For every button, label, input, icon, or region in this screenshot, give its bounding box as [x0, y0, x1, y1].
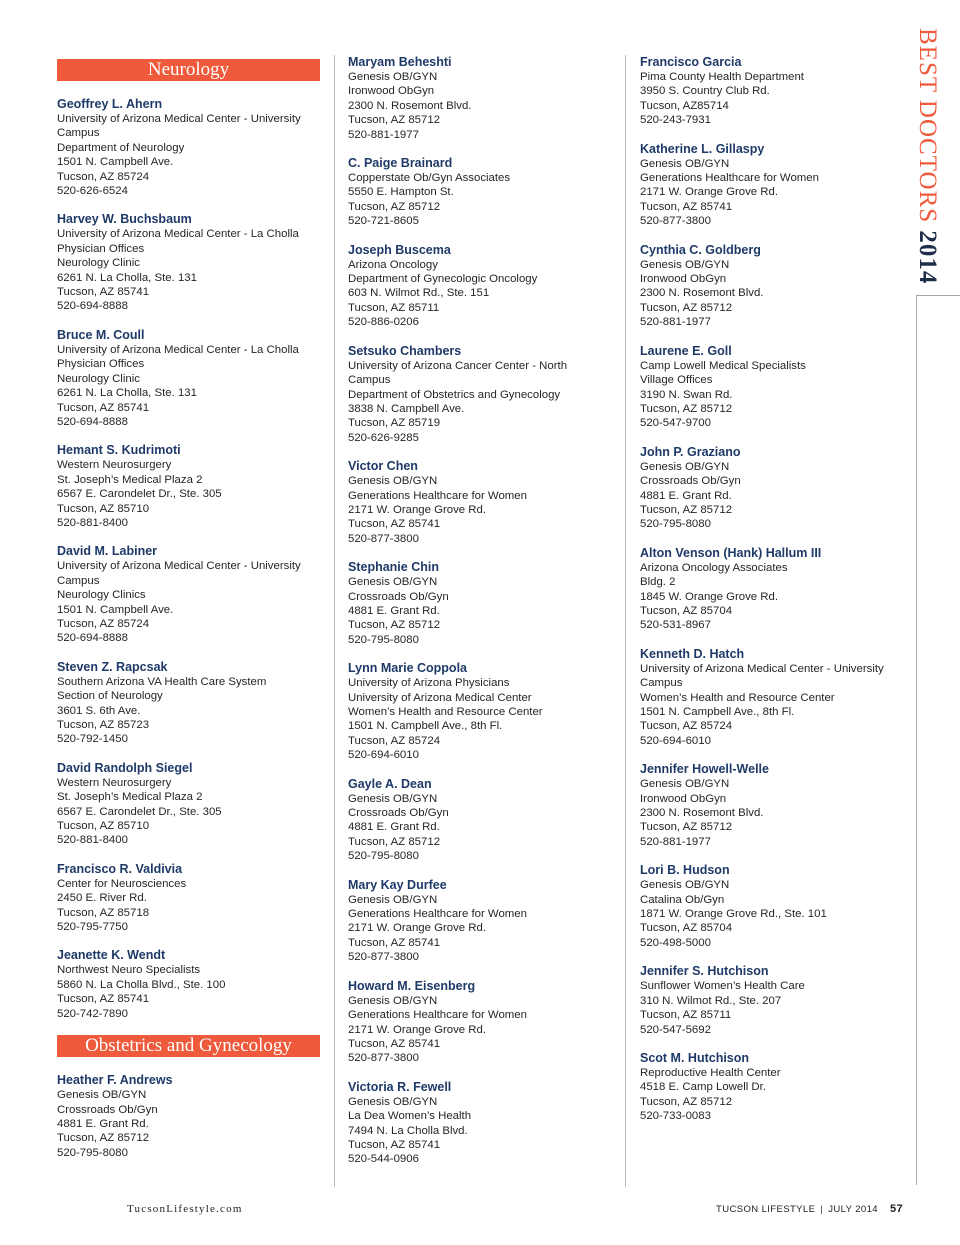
doctor-address-line: Tucson, AZ 85712	[640, 301, 733, 314]
doctor-name: Alton Venson (Hank) Hallum III	[640, 545, 822, 560]
doctor-name: Kenneth D. Hatch	[640, 646, 745, 661]
doctor-address-line: Neurology Clinics	[57, 589, 146, 602]
doctor-address-line: Genesis OB/GYN	[348, 994, 438, 1007]
doctor-entry	[348, 344, 610, 445]
doctor-address-line: Tucson, AZ 85712	[348, 835, 441, 848]
doctor-address-line: Genesis OB/GYN	[348, 792, 438, 805]
doctor-address-line: Tucson, AZ 85711	[640, 1009, 732, 1022]
doctor-address-line: Tucson, AZ85714	[640, 99, 729, 112]
doctor-address-line: Neurology Clinic	[57, 372, 140, 385]
doctor-name: Bruce M. Coull	[57, 327, 145, 342]
doctor-address-line: 6261 N. La Cholla, Ste. 131	[57, 387, 197, 400]
doctor-address-line: 4881 E. Grant Rd.	[348, 821, 440, 834]
doctor-address-line: 1501 N. Campbell Ave.	[57, 603, 174, 616]
doctor-entry	[348, 560, 610, 647]
doctor-name: Maryam Beheshti	[348, 55, 452, 69]
doctor-address-line: 2171 W. Orange Grove Rd.	[348, 503, 487, 516]
doctor-address-line: Genesis OB/GYN	[348, 71, 438, 83]
directory-column-3	[640, 55, 902, 1138]
doctor-address-line: Section of Neurology	[57, 690, 163, 703]
doctor-address-line: Physician Offices	[57, 242, 145, 255]
doctor-address-line: 1501 N. Campbell Ave., 8th Fl.	[640, 706, 795, 718]
doctor-phone: 520-877-3800	[348, 532, 419, 545]
doctor-phone: 520-544-0906	[348, 1153, 419, 1166]
doctor-name: Victoria R. Fewell	[348, 1079, 452, 1094]
doctor-address-line: Tucson, AZ 85724	[57, 617, 150, 630]
doctor-address-line: Copperstate Ob/Gyn Associates	[348, 172, 511, 185]
doctor-entry	[348, 979, 610, 1066]
doctor-address-line: 2171 W. Orange Grove Rd.	[640, 186, 779, 199]
doctor-entry	[348, 661, 610, 762]
footer-separator: |	[820, 1204, 824, 1215]
doctor-address-line: Campus	[348, 374, 391, 387]
doctor-name: Heather F. Andrews	[57, 1073, 173, 1088]
doctor-address-line: Northwest Neuro Specialists	[57, 964, 201, 977]
doctor-address-line: Tucson, AZ 85724	[348, 734, 441, 747]
doctor-phone: 520-881-8400	[57, 516, 128, 529]
section-heading-obstetrics-and-gynecology: Obstetrics and Gynecology	[57, 1035, 320, 1057]
doctor-address-line: University of Arizona Medical Center - La Cholla	[57, 228, 299, 241]
doctor-address-line: Southern Arizona VA Health Care System	[57, 675, 267, 688]
doctor-name: Steven Z. Rapcsak	[57, 659, 168, 674]
doctor-phone: 520-733-0083	[640, 1110, 711, 1123]
doctor-address-line: University of Arizona Physicians	[348, 677, 510, 690]
doctor-phone: 520-694-8888	[57, 415, 128, 428]
doctor-name: Victor Chen	[348, 459, 418, 474]
doctor-entry	[348, 1080, 610, 1167]
doctor-address-line: 603 N. Wilmot Rd., Ste. 151	[348, 287, 490, 300]
doctor-phone: 520-886-0206	[348, 316, 419, 329]
doctor-address-line: 4881 E. Grant Rd.	[640, 489, 732, 502]
column-divider	[625, 55, 626, 1187]
doctor-address-line: Campus	[57, 127, 100, 140]
doctor-entry	[348, 243, 610, 330]
doctor-address-line: Tucson, AZ 85724	[57, 170, 150, 183]
footer-website: TucsonLifestyle.com	[127, 1203, 243, 1215]
doctor-entry	[57, 328, 322, 429]
doctor-name: Mary Kay Durfee	[348, 877, 447, 892]
doctor-phone: 520-881-1977	[348, 128, 419, 141]
doctor-address-line: University of Arizona Medical Center	[348, 691, 532, 704]
doctor-name: Jennifer S. Hutchison	[640, 964, 769, 979]
doctor-address-line: 2300 N. Rosemont Blvd.	[640, 807, 764, 820]
doctor-entry	[640, 1051, 902, 1124]
doctor-address-line: Catalina Ob/Gyn	[640, 893, 725, 906]
doctor-address-line: Genesis OB/GYN	[640, 879, 730, 892]
doctor-name: Lynn Marie Coppola	[348, 661, 467, 676]
doctor-address-line: Genesis OB/GYN	[640, 258, 730, 271]
doctor-address-line: La Dea Women’s Health	[348, 1110, 472, 1123]
doctor-phone: 520-877-3800	[348, 1052, 419, 1065]
doctor-address-line: Tucson, AZ 85724	[640, 720, 733, 733]
doctor-name: Howard M. Eisenberg	[348, 978, 476, 993]
doctor-phone: 520-531-8967	[640, 619, 711, 632]
doctor-name: Lori B. Hudson	[640, 863, 730, 878]
doctor-address-line: 1501 N. Campbell Ave., 8th Fl.	[348, 720, 503, 733]
doctor-address-line: Genesis OB/GYN	[348, 576, 438, 589]
doctor-entry	[348, 55, 610, 142]
side-title-text: BEST DOCTORS	[914, 28, 941, 224]
doctor-address-line: Genesis OB/GYN	[640, 778, 730, 791]
doctor-phone: 520-721-8605	[348, 215, 419, 228]
doctor-address-line: Neurology Clinic	[57, 257, 140, 270]
doctor-entry	[348, 777, 610, 864]
doctor-address-line: Tucson, AZ 85704	[640, 604, 733, 617]
doctor-address-line: 6567 E. Carondelet Dr., Ste. 305	[57, 488, 222, 501]
doctor-address-line: 7494 N. La Cholla Blvd.	[348, 1124, 468, 1137]
doctor-address-line: University of Arizona Medical Center - University	[57, 113, 301, 125]
doctor-address-line: Tucson, AZ 85718	[57, 906, 150, 919]
doctor-phone: 520-547-9700	[640, 417, 711, 430]
doctor-address-line: Camp Lowell Medical Specialists	[640, 359, 806, 372]
doctor-entry	[348, 459, 610, 546]
doctor-entry	[57, 862, 322, 935]
doctor-address-line: Tucson, AZ 85711	[348, 301, 440, 314]
doctor-phone: 520-694-8888	[57, 632, 128, 645]
doctor-name: C. Paige Brainard	[348, 156, 453, 171]
doctor-entry	[57, 1073, 322, 1160]
doctor-address-line: Generations Healthcare for Women	[348, 908, 527, 921]
section-heading-neurology: Neurology	[57, 59, 320, 81]
directory-column-2	[348, 55, 610, 1181]
doctor-name: Hemant S. Kudrimoti	[57, 443, 181, 458]
doctor-entry	[57, 660, 322, 747]
doctor-name: Jeanette K. Wendt	[57, 948, 166, 963]
doctor-address-line: St. Joseph’s Medical Plaza 2	[57, 791, 203, 804]
doctor-entry	[57, 97, 322, 198]
doctor-address-line: University of Arizona Cancer Center - North	[348, 359, 568, 372]
doctor-name: Francisco R. Valdivia	[57, 861, 183, 876]
doctor-phone: 520-795-8080	[57, 1146, 128, 1159]
doctor-name: David Randolph Siegel	[57, 760, 193, 775]
doctor-address-line: Center for Neurosciences	[57, 877, 187, 890]
doctor-address-line: Western Neurosurgery	[57, 459, 172, 472]
doctor-phone: 520-626-6524	[57, 185, 128, 198]
doctor-address-line: Genesis OB/GYN	[348, 475, 438, 488]
doctor-address-line: Tucson, AZ 85741	[348, 518, 441, 531]
doctor-entry	[348, 878, 610, 965]
doctor-address-line: Genesis OB/GYN	[348, 1095, 438, 1108]
doctor-address-line: Village Offices	[640, 374, 713, 387]
doctor-address-line: St. Joseph’s Medical Plaza 2	[57, 473, 203, 486]
doctor-address-line: Crossroads Ob/Gyn	[640, 475, 741, 488]
doctor-name: Scot M. Hutchison	[640, 1050, 750, 1065]
doctor-name: Harvey W. Buchsbaum	[57, 212, 192, 227]
doctor-address-line: Campus	[57, 574, 100, 587]
doctor-address-line: Department of Obstetrics and Gynecology	[348, 388, 561, 401]
doctor-address-line: Tucson, AZ 85710	[57, 820, 150, 833]
doctor-entry	[640, 445, 902, 532]
doctor-address-line: Crossroads Ob/Gyn	[57, 1103, 158, 1116]
doctor-name: David M. Labiner	[57, 544, 158, 559]
doctor-address-line: Tucson, AZ 85712	[640, 503, 733, 516]
doctor-address-line: Sunflower Women’s Health Care	[640, 980, 805, 993]
doctor-address-line: Department of Neurology	[57, 141, 185, 154]
doctor-address-line: 4881 E. Grant Rd.	[57, 1117, 149, 1130]
doctor-entry	[640, 142, 902, 229]
doctor-name: Gayle A. Dean	[348, 776, 432, 791]
doctor-phone: 520-547-5692	[640, 1023, 711, 1036]
doctor-address-line: Arizona Oncology Associates	[640, 561, 788, 574]
doctor-phone: 520-877-3800	[348, 951, 419, 964]
doctor-address-line: University of Arizona Medical Center - La Cholla	[57, 343, 299, 356]
doctor-address-line: Tucson, AZ 85712	[640, 1095, 733, 1108]
doctor-address-line: Genesis OB/GYN	[348, 893, 438, 906]
doctor-address-line: 4881 E. Grant Rd.	[348, 604, 440, 617]
doctor-address-line: Crossroads Ob/Gyn	[348, 590, 449, 603]
doctor-address-line: Reproductive Health Center	[640, 1066, 781, 1079]
doctor-phone: 520-881-1977	[640, 835, 711, 848]
doctor-address-line: Pima County Health Department	[640, 71, 804, 83]
doctor-address-line: 2300 N. Rosemont Blvd.	[348, 99, 472, 112]
doctor-address-line: Department of Gynecologic Oncology	[348, 273, 538, 286]
doctor-address-line: Generations Healthcare for Women	[348, 1009, 527, 1022]
doctor-entry	[57, 544, 322, 645]
footer-folio	[716, 1203, 903, 1215]
doctor-entry	[57, 948, 322, 1021]
doctor-address-line: Tucson, AZ 85741	[348, 1037, 441, 1050]
doctor-address-line: 6567 E. Carondelet Dr., Ste. 305	[57, 805, 222, 818]
doctor-name: Laurene E. Goll	[640, 343, 732, 358]
doctor-entry	[640, 762, 902, 849]
doctor-address-line: Western Neurosurgery	[57, 776, 172, 789]
doctor-address-line: Genesis OB/GYN	[640, 460, 730, 473]
side-rule	[916, 295, 917, 1185]
doctor-address-line: Tucson, AZ 85741	[348, 1138, 441, 1151]
best-doctors-side-title	[913, 28, 941, 284]
doctor-name: Setsuko Chambers	[348, 343, 462, 358]
side-rule	[916, 295, 960, 296]
doctor-address-line: University of Arizona Medical Center - University	[640, 662, 884, 675]
doctor-address-line: Genesis OB/GYN	[640, 157, 730, 170]
doctor-phone: 520-243-7931	[640, 114, 711, 127]
doctor-address-line: Tucson, AZ 85741	[57, 286, 150, 299]
doctor-address-line: 5860 N. La Cholla Blvd., Ste. 100	[57, 978, 226, 991]
doctor-phone: 520-792-1450	[57, 733, 128, 746]
page-number: 57	[889, 1203, 903, 1215]
doctor-address-line: Tucson, AZ 85712	[348, 200, 441, 213]
doctor-phone: 520-626-9285	[348, 431, 419, 444]
doctor-phone: 520-795-8080	[348, 850, 419, 863]
doctor-address-line: 3601 S. 6th Ave.	[57, 704, 141, 717]
doctor-address-line: 6261 N. La Cholla, Ste. 131	[57, 271, 197, 284]
doctor-address-line: Tucson, AZ 85712	[348, 619, 441, 632]
doctor-address-line: Crossroads Ob/Gyn	[348, 807, 449, 820]
doctor-address-line: 310 N. Wilmot Rd., Ste. 207	[640, 994, 782, 1007]
doctor-phone: 520-694-6010	[348, 749, 419, 762]
doctor-address-line: 1871 W. Orange Grove Rd., Ste. 101	[640, 908, 827, 921]
doctor-name: Francisco Garcia	[640, 55, 742, 69]
column-divider	[334, 55, 335, 1187]
doctor-name: Jennifer Howell-Welle	[640, 762, 769, 777]
doctor-name: John P. Graziano	[640, 444, 741, 459]
doctor-address-line: Genesis OB/GYN	[57, 1089, 147, 1102]
doctor-address-line: 2450 E. River Rd.	[57, 892, 147, 905]
doctor-address-line: Physician Offices	[57, 358, 145, 371]
doctor-address-line: 2171 W. Orange Grove Rd.	[348, 922, 487, 935]
doctor-phone: 520-742-7890	[57, 1007, 128, 1020]
doctor-address-line: Tucson, AZ 85704	[640, 922, 733, 935]
doctor-phone: 520-877-3800	[640, 215, 711, 228]
doctor-address-line: 1501 N. Campbell Ave.	[57, 156, 174, 169]
doctor-address-line: Tucson, AZ 85741	[57, 401, 150, 414]
doctor-name: Geoffrey L. Ahern	[57, 97, 163, 111]
doctor-entry	[640, 647, 902, 748]
doctor-entry	[640, 55, 902, 128]
doctor-entry	[640, 344, 902, 431]
doctor-address-line: Tucson, AZ 85712	[640, 402, 733, 415]
doctor-address-line: Tucson, AZ 85723	[57, 719, 150, 731]
doctor-entry	[640, 964, 902, 1037]
doctor-name: Cynthia C. Goldberg	[640, 242, 761, 257]
doctor-phone: 520-694-8888	[57, 300, 128, 313]
doctor-address-line: Ironwood ObGyn	[348, 85, 435, 98]
doctor-address-line: Tucson, AZ 85741	[348, 936, 441, 949]
doctor-address-line: Tucson, AZ 85741	[57, 993, 150, 1006]
doctor-address-line: 2171 W. Orange Grove Rd.	[348, 1023, 487, 1036]
doctor-entry	[57, 212, 322, 313]
doctor-phone: 520-881-8400	[57, 834, 128, 847]
doctor-address-line: 3190 N. Swan Rd.	[640, 388, 733, 401]
doctor-entry	[57, 443, 322, 530]
doctor-address-line: Generations Healthcare for Women	[640, 172, 819, 185]
doctor-phone: 520-694-6010	[640, 734, 711, 747]
doctor-name: Katherine L. Gillaspy	[640, 141, 765, 156]
side-title-year: 2014	[914, 230, 941, 285]
doctor-address-line: Tucson, AZ 85710	[57, 502, 150, 515]
doctor-name: Joseph Buscema	[348, 242, 451, 257]
doctor-address-line: 3838 N. Campbell Ave.	[348, 402, 465, 415]
doctor-address-line: 5550 E. Hampton St.	[348, 186, 454, 199]
doctor-address-line: University of Arizona Medical Center - University	[57, 560, 301, 573]
doctor-address-line: Campus	[640, 677, 683, 690]
doctor-address-line: Women’s Health and Resource Center	[640, 691, 835, 704]
doctor-phone: 520-881-1977	[640, 316, 711, 329]
doctor-entry	[640, 863, 902, 950]
doctor-address-line: Bldg. 2	[640, 576, 676, 589]
directory-column-1	[57, 55, 322, 1174]
doctor-address-line: Ironwood ObGyn	[640, 792, 727, 805]
doctor-phone: 520-498-5000	[640, 936, 711, 949]
doctor-address-line: 1845 W. Orange Grove Rd.	[640, 590, 779, 603]
doctor-address-line: 2300 N. Rosemont Blvd.	[640, 287, 764, 300]
doctor-phone: 520-795-8080	[640, 518, 711, 531]
doctor-entry	[640, 546, 902, 633]
footer-magazine: TUCSON LIFESTYLE	[716, 1204, 816, 1215]
doctor-phone: 520-795-8080	[348, 633, 419, 646]
doctor-entry	[640, 243, 902, 330]
doctor-phone: 520-795-7750	[57, 921, 128, 934]
doctor-address-line: Tucson, AZ 85741	[640, 200, 733, 213]
doctor-name: Stephanie Chin	[348, 560, 439, 575]
doctor-entry	[57, 761, 322, 848]
doctor-address-line: Tucson, AZ 85712	[348, 114, 441, 127]
doctor-address-line: Arizona Oncology	[348, 258, 438, 271]
doctor-address-line: Generations Healthcare for Women	[348, 489, 527, 502]
doctor-address-line: Tucson, AZ 85712	[640, 821, 733, 834]
doctor-address-line: 4518 E. Camp Lowell Dr.	[640, 1081, 766, 1094]
doctor-entry	[348, 156, 610, 229]
doctor-address-line: Women’s Health and Resource Center	[348, 706, 543, 718]
footer-issue: JULY 2014	[828, 1204, 878, 1215]
doctor-address-line: Tucson, AZ 85712	[57, 1132, 150, 1145]
doctor-address-line: 3950 S. Country Club Rd.	[640, 85, 770, 98]
doctor-address-line: Ironwood ObGyn	[640, 273, 727, 286]
doctor-address-line: Tucson, AZ 85719	[348, 417, 441, 430]
